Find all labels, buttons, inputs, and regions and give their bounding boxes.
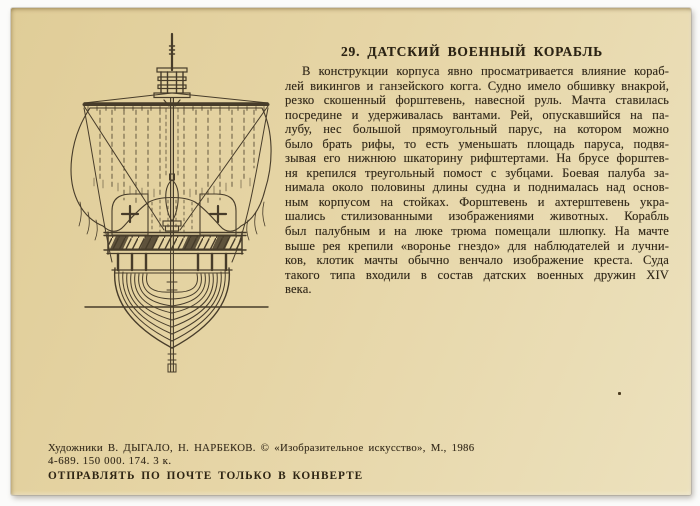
- deck-stanchions: [118, 254, 226, 270]
- body-text-line: века.: [285, 282, 312, 297]
- body-text-line: выше рея крепили «воронье гнездо» для наблюдателей и лучни-: [285, 238, 669, 253]
- card-title: 29. ДАТСКИЙ ВОЕННЫЙ КОРАБЛЬ: [340, 44, 604, 59]
- battle-deck: [104, 174, 246, 273]
- body-text-line: был палубным и на люке трюма помещали шлюпку. На мачте: [285, 224, 669, 239]
- credits-block: [48, 442, 668, 482]
- credits-line: Художники В. ДЫГАЛО, Н. НАРБЕКОВ. © «Изобразительное искусство», М., 1986: [48, 442, 475, 454]
- body-text-line: зывая его нижнюю шкаторину рифштертами. На брусе форштев-: [285, 151, 669, 166]
- mailing-notice: ОТПРАВЛЯТЬ ПО ПОЧТЕ ТОЛЬКО В КОНВЕРТЕ: [48, 470, 364, 482]
- body-text-line: было брать рифы, то есть уменьшать площадь паруса, подвя-: [285, 136, 669, 151]
- body-text-line: посредине и удерживалась вантами. Рей, опускавшийся на па-: [285, 107, 669, 122]
- mast-and-crows-nest: [154, 34, 190, 235]
- hull-clinker-strakes: [85, 235, 268, 372]
- body-text-line: резко скошенный форштевень, навесной руль. Мачта ставилась: [285, 93, 669, 108]
- body-text-line: такого типа входили в состав датских военных дружин XIV: [285, 267, 669, 282]
- body-text-line: В конструкции корпуса явно просматривается влияние кораб-: [302, 64, 669, 78]
- description-text: [285, 64, 669, 297]
- body-text-line: ков, клотик мачты обычно венчало изображение креста. Суда: [285, 253, 669, 268]
- body-text-line: лей викингов и ганзейского когга. Судно имело обшивку внакрой,: [285, 78, 669, 93]
- body-text-line: нимала около половины длины судна и поднималась над основ-: [285, 180, 669, 195]
- yard-spar: [84, 103, 268, 111]
- print-info-line: 4-689. 150 000. 174. 3 к.: [48, 455, 172, 467]
- body-text-line: шались стилизованными изображениями животных. Корабль: [285, 209, 669, 224]
- body-text-line: ня крепился треугольный помост с зубцами. Боевая палуба за-: [285, 165, 669, 180]
- postcard: [11, 8, 691, 495]
- ship-illustration: [60, 30, 280, 385]
- body-text-line: лубу, нес большой прямоугольный парус, на котором можно: [285, 122, 669, 137]
- paper-speck: [618, 392, 621, 395]
- mast-figure: [166, 180, 179, 221]
- body-text-line: ным корпусом на стойках. Форштевень и ахтерштевень укра-: [285, 194, 669, 209]
